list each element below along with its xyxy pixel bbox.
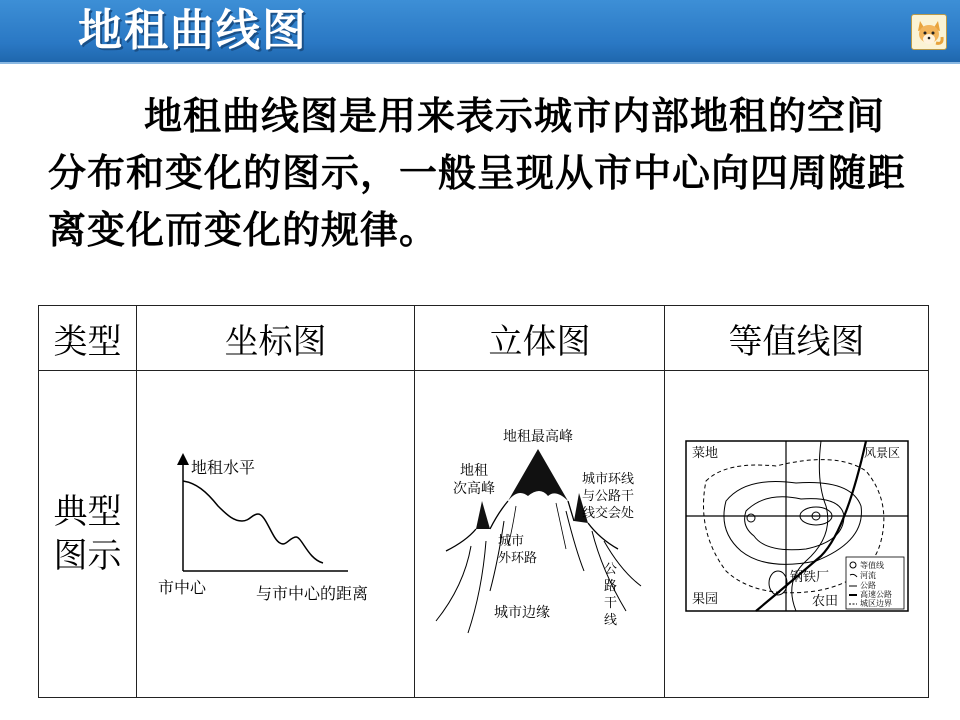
highway-label-4: 线 [603, 613, 617, 628]
legend-road: 公路 [859, 581, 876, 590]
y-axis-label: 地租水平 [190, 458, 255, 477]
label-orchard: 果园 [691, 592, 718, 607]
legend-highway: 高速公路 [859, 590, 892, 599]
highway-label-2: 路 [603, 579, 617, 594]
coord-chart-cell [137, 371, 415, 698]
ring-label-2: 与公路干 [581, 489, 634, 504]
label-farmland: 农田 [811, 594, 838, 609]
origin-label: 市中心 [157, 578, 206, 597]
edge-label: 城市边缘 [493, 605, 550, 621]
label-scenic: 风景区 [863, 446, 900, 460]
table-row [39, 371, 929, 698]
header-stereo-chart: 立体图 [415, 306, 665, 371]
x-axis-label: 与市中心的距离 [255, 584, 368, 603]
header-type: 类型 [39, 306, 137, 371]
row-label [39, 371, 137, 698]
legend-boundary: 城区边界 [859, 599, 892, 608]
contour-node-1 [747, 514, 755, 522]
stereo-chart [416, 371, 664, 693]
ring-label-3: 线交会处 [581, 506, 634, 521]
label-vegetable: 菜地 [691, 446, 718, 461]
label-steel: 钢铁厂 [789, 570, 829, 585]
peak-label: 地租最高峰 [502, 429, 573, 445]
coord-chart [138, 371, 414, 693]
row-label-line1: 典型 [53, 492, 122, 532]
secondary-peak-label-2: 次高峰 [452, 481, 495, 497]
highway-label-1: 公 [603, 562, 617, 577]
ring-label-1: 城市环线 [581, 472, 634, 487]
intro-paragraph: 地租曲线图是用来表示城市内部地租的空间分布和变化的图示，一般呈现从市中心向四周随距离变化而变化的规律。 [48, 94, 907, 252]
header-coord-chart: 坐标图 [137, 306, 415, 371]
fox-mascot-icon [911, 14, 947, 50]
outer-ring-label-2: 外环路 [497, 551, 537, 566]
legend-contour: 等值线 [859, 561, 884, 570]
rent-curve-table [38, 305, 929, 698]
page-title: 地租曲线图 [78, 5, 308, 56]
table-header-row [39, 306, 929, 371]
secondary-peak-label-1: 地租 [459, 463, 488, 479]
secondary-peak-left [476, 501, 490, 529]
title-bar [0, 0, 960, 64]
stereo-chart-cell [415, 371, 665, 698]
contour-chart-cell [665, 371, 929, 698]
highway-label-3: 干 [603, 596, 617, 611]
outer-ring-label-1: 城市 [497, 534, 524, 549]
rent-curve [183, 481, 323, 563]
row-label-line2: 图示 [53, 536, 122, 576]
header-contour-chart: 等值线图 [665, 306, 929, 371]
contour-middle [744, 497, 843, 550]
main-peak [508, 449, 568, 501]
river [791, 441, 827, 611]
legend-river: 河流 [859, 571, 876, 580]
contour-chart [666, 371, 928, 693]
